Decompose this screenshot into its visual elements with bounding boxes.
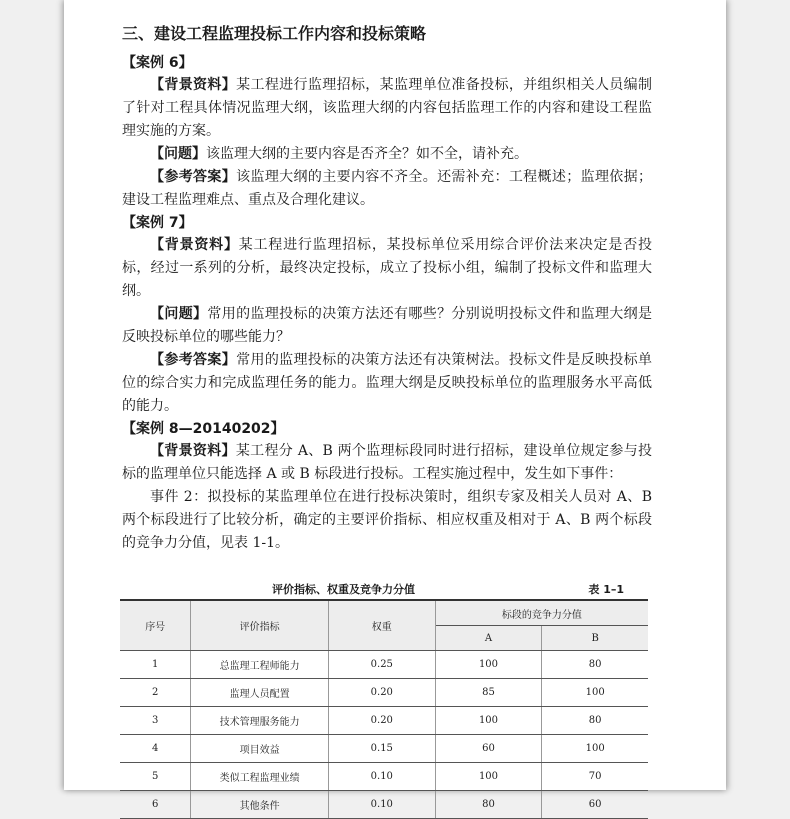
cell-no: 3 [120,707,191,735]
cell-no: 2 [120,679,191,707]
cell-weight: 0.10 [328,791,435,819]
cell-a: 100 [435,651,542,679]
header-b: B [542,626,648,651]
answer-text: 该监理大纲的主要内容不齐全。还需补充：工程概述；监理依据；建设工程监理难点、重点及合理化建议。 [122,169,653,208]
case-7-answer [122,349,652,418]
table-row [120,651,648,679]
cell-indicator: 监理人员配置 [191,679,329,707]
cell-weight: 0.25 [328,651,435,679]
header-indicator: 评价指标 [191,600,329,651]
background-text: 某工程进行监理招标，某监理单位准备投标，并组织相关人员编制了针对工程具体情况监理大纲，该监理大纲的内容包括监理工作的内容和建设工程监理实施的方案。 [122,77,653,139]
section-heading: 三、建设工程监理投标工作内容和投标策略 [122,24,427,43]
cell-b: 80 [542,707,648,735]
cell-no: 4 [120,735,191,763]
cell-weight: 0.20 [328,679,435,707]
cell-no: 5 [120,763,191,791]
answer-label: 【参考答案】 [150,352,237,368]
background-text: 某工程分 A、B 两个监理标段同时进行招标，建设单位规定参与投标的监理单位只能选择 A 或 B 标段进行投标。工程实施过程中，发生如下事件： [122,443,652,482]
cell-b: 100 [542,679,648,707]
table-caption-row [122,579,652,599]
case-6-answer [122,166,652,212]
page-content [122,22,652,819]
answer-text: 常用的监理投标的决策方法还有决策树法。投标文件是反映投标单位的综合实力和完成监理任务的能力。监理大纲是反映投标单位的监理服务水平高低的能力。 [122,352,653,414]
case-7-question [122,303,652,349]
cell-b: 60 [542,791,648,819]
cell-indicator: 类似工程监理业绩 [191,763,329,791]
case-7-title: 【案例 7】 [122,215,193,231]
cell-weight: 0.10 [328,763,435,791]
cell-indicator: 总监理工程师能力 [191,651,329,679]
table-row [120,707,648,735]
evaluation-table [120,599,648,819]
cell-a: 85 [435,679,542,707]
case-8-event: 事件 2：拟投标的某监理单位在进行投标决策时，组织专家及相关人员对 A、B 两个标段进行了比较分析，确定的主要评价指标、相应权重及相对于 A、B 两个标段的竞争力分值，见表 1-1。 [122,489,652,551]
question-label: 【问题】 [150,306,208,322]
case-8-background [122,440,652,486]
cell-no: 1 [120,651,191,679]
background-label: 【背景资料】 [150,77,237,93]
cell-weight: 0.15 [328,735,435,763]
cell-a: 60 [435,735,542,763]
cell-a: 100 [435,707,542,735]
table-caption: 评价指标、权重及竞争力分值 [272,583,415,596]
header-score-group: 标段的竞争力分值 [435,600,648,626]
document-page [64,0,726,812]
cell-b: 100 [542,735,648,763]
case-7-background [122,234,652,303]
header-a: A [435,626,542,651]
case-8-title: 【案例 8—20140202】 [122,421,285,437]
cell-indicator: 技术管理服务能力 [191,707,329,735]
background-label: 【背景资料】 [150,443,236,459]
cell-no: 6 [120,791,191,819]
table-row [120,735,648,763]
background-text: 某工程进行监理招标，某投标单位采用综合评价法来决定是否投标，经过一系列的分析，最终决定投标，成立了投标小组，编制了投标文件和监理大纲。 [122,237,653,299]
cell-b: 70 [542,763,648,791]
question-label: 【问题】 [150,146,206,162]
table-row [120,791,648,819]
header-weight: 权重 [328,600,435,651]
case-6-background [122,74,652,143]
cell-weight: 0.20 [328,707,435,735]
question-text: 常用的监理投标的决策方法还有哪些？分别说明投标文件和监理大纲是反映投标单位的哪些能力？ [122,306,653,345]
header-no: 序号 [120,600,191,651]
table-row [120,679,648,707]
case-6-title: 【案例 6】 [122,55,193,71]
cell-a: 100 [435,763,542,791]
cell-indicator: 项目效益 [191,735,329,763]
background-label: 【背景资料】 [150,237,239,253]
question-text: 该监理大纲的主要内容是否齐全？如不全，请补充。 [206,146,528,162]
case-6-question [122,143,652,166]
answer-label: 【参考答案】 [150,169,237,185]
cell-b: 80 [542,651,648,679]
table-row [120,763,648,791]
table-number: 表 1–1 [588,583,624,596]
cell-a: 80 [435,791,542,819]
cell-indicator: 其他条件 [191,791,329,819]
